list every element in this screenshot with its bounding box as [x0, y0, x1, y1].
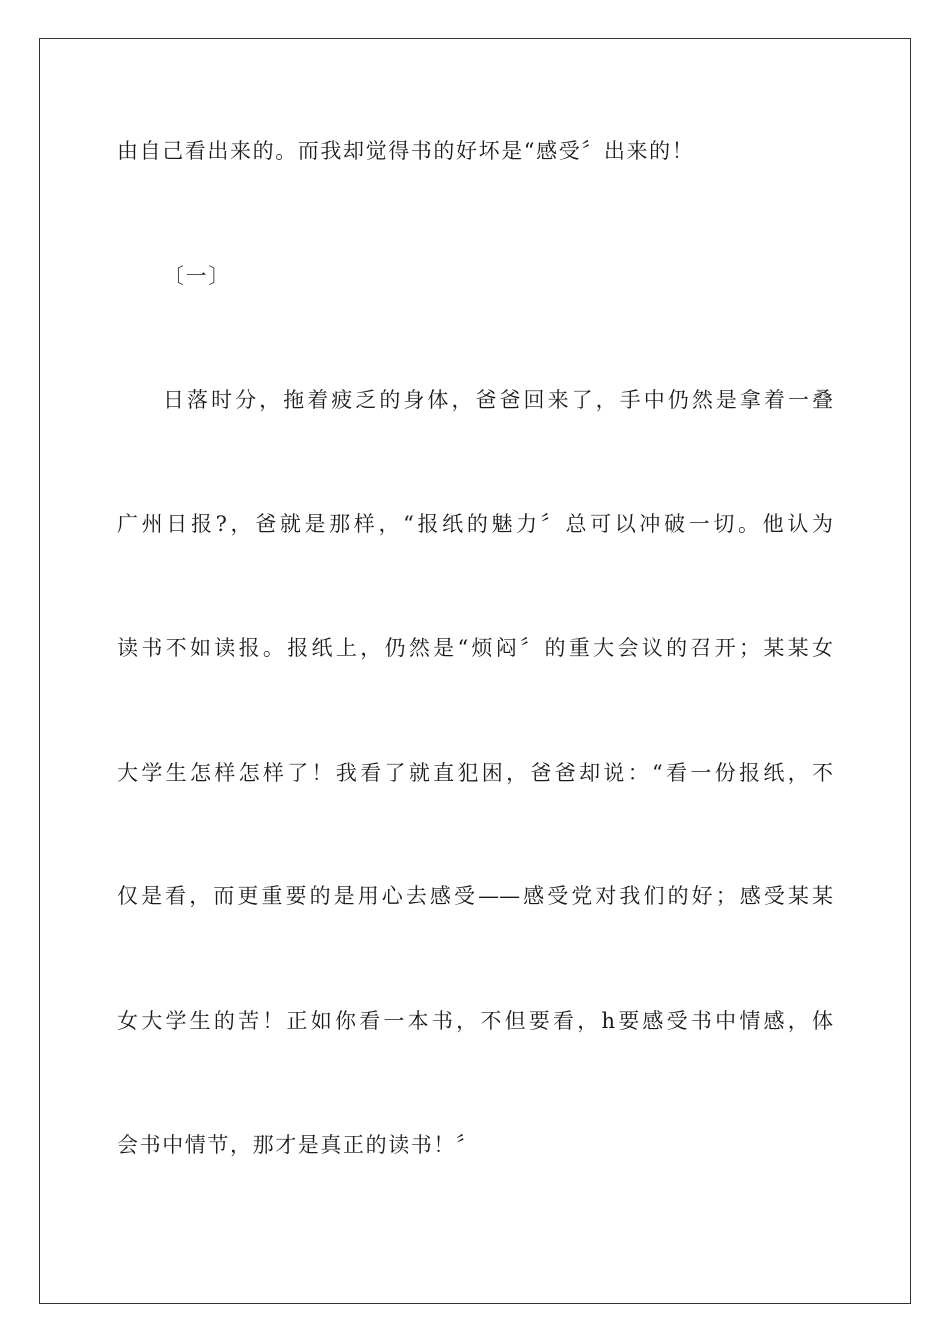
text-line-7: 女大学生的苦！正如你看一本书，不但要看，h要感受书中情感，体: [117, 1009, 833, 1033]
page-border: [39, 38, 911, 1304]
section-heading: 〔一〕: [163, 264, 231, 288]
text-line-8: 会书中情节，那才是真正的读书！〞: [117, 1133, 479, 1157]
text-line-4: 读书不如读报。报纸上，仍然是“烦闷〞的重大会议的召开；某某女: [117, 636, 833, 660]
text-line-6: 仅是看，而更重要的是用心去感受——感受党对我们的好；感受某某: [117, 884, 833, 908]
text-line-5: 大学生怎样怎样了！我看了就直犯困，爸爸却说：“看一份报纸，不: [117, 761, 833, 785]
text-line-3: 广州日报?，爸就是那样，“报纸的魅力〞总可以冲破一切。他认为: [117, 512, 833, 536]
text-line-1: 由自己看出来的。而我却觉得书的好坏是“感受〞出来的！: [117, 139, 695, 163]
text-line-2: 日落时分，拖着疲乏的身体，爸爸回来了，手中仍然是拿着一叠: [163, 388, 833, 412]
